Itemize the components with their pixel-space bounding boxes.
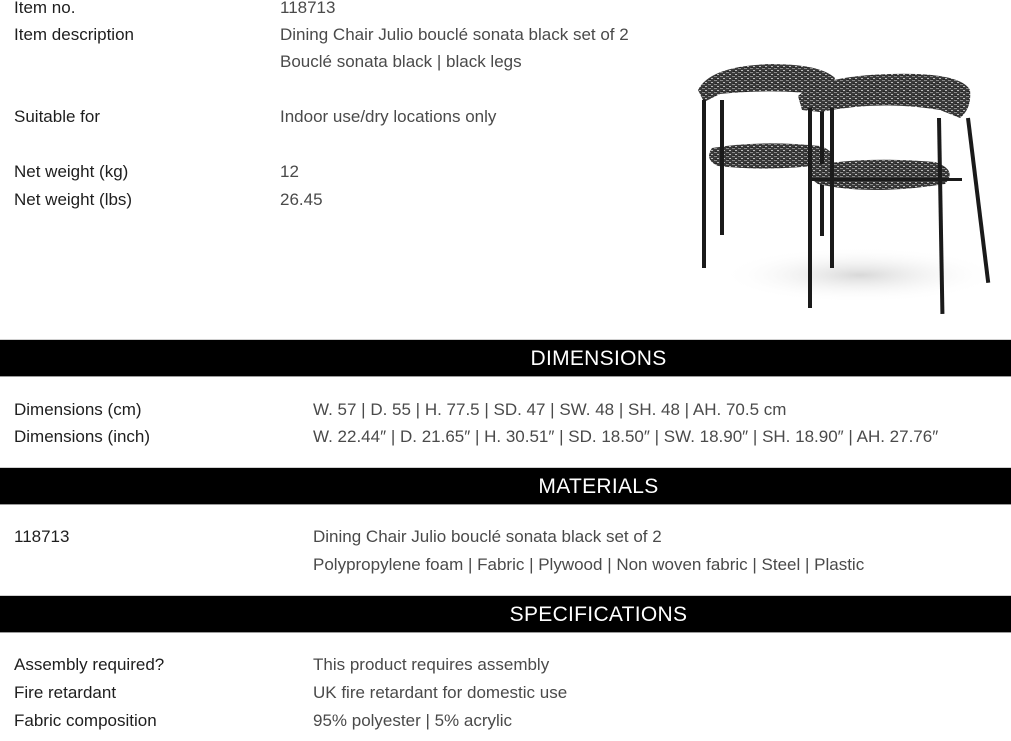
chair-pair-illustration <box>690 60 1000 320</box>
item-description-line2: Bouclé sonata black | black legs <box>280 52 522 71</box>
dimensions-title: DIMENSIONS <box>530 347 667 370</box>
net-weight-kg-value: 12 <box>280 162 299 181</box>
suitable-for-label: Suitable for <box>14 107 100 126</box>
net-weight-lbs-label: Net weight (lbs) <box>14 190 133 209</box>
specifications-section-header <box>0 595 1011 633</box>
dimensions-inch-label: Dimensions (inch) <box>14 427 151 446</box>
dimensions-cm-label: Dimensions (cm) <box>14 400 142 419</box>
fire-retardant-label: Fire retardant <box>14 683 117 702</box>
materials-item-no: 118713 <box>14 527 70 546</box>
fabric-composition-value: 95% polyester | 5% acrylic <box>313 711 513 730</box>
specifications-title: SPECIFICATIONS <box>509 603 688 626</box>
fire-retardant-value: UK fire retardant for domestic use <box>313 683 568 702</box>
materials-title: MATERIALS <box>538 475 659 498</box>
materials-list: Polypropylene foam | Fabric | Plywood | Non woven fabric | Steel | Plastic <box>313 555 865 574</box>
dimensions-section-header <box>0 339 1011 377</box>
item-description-label: Item description <box>14 25 134 44</box>
net-weight-lbs-value: 26.45 <box>280 190 323 209</box>
suitable-for-value: Indoor use/dry locations only <box>280 107 497 126</box>
product-image <box>690 60 1000 320</box>
item-no-value: 118713 <box>280 0 336 17</box>
materials-section-header <box>0 467 1011 505</box>
fabric-composition-label: Fabric composition <box>14 711 157 730</box>
assembly-required-label: Assembly required? <box>14 655 165 674</box>
item-description-line1: Dining Chair Julio bouclé sonata black set of 2 <box>280 25 629 44</box>
dimensions-inch-value: W. 22.44″ | D. 21.65″ | H. 30.51″ | SD. 18.50″ | SW. 18.90″ | SH. 18.90″ | AH. 27.76″ <box>313 427 939 446</box>
item-no-label: Item no. <box>14 0 76 17</box>
net-weight-kg-label: Net weight (kg) <box>14 162 129 181</box>
materials-item-description: Dining Chair Julio bouclé sonata black set of 2 <box>313 527 662 546</box>
assembly-required-value: This product requires assembly <box>313 655 550 674</box>
dimensions-cm-value: W. 57 | D. 55 | H. 77.5 | SD. 47 | SW. 48 | SH. 48 | AH. 70.5 cm <box>313 400 787 419</box>
